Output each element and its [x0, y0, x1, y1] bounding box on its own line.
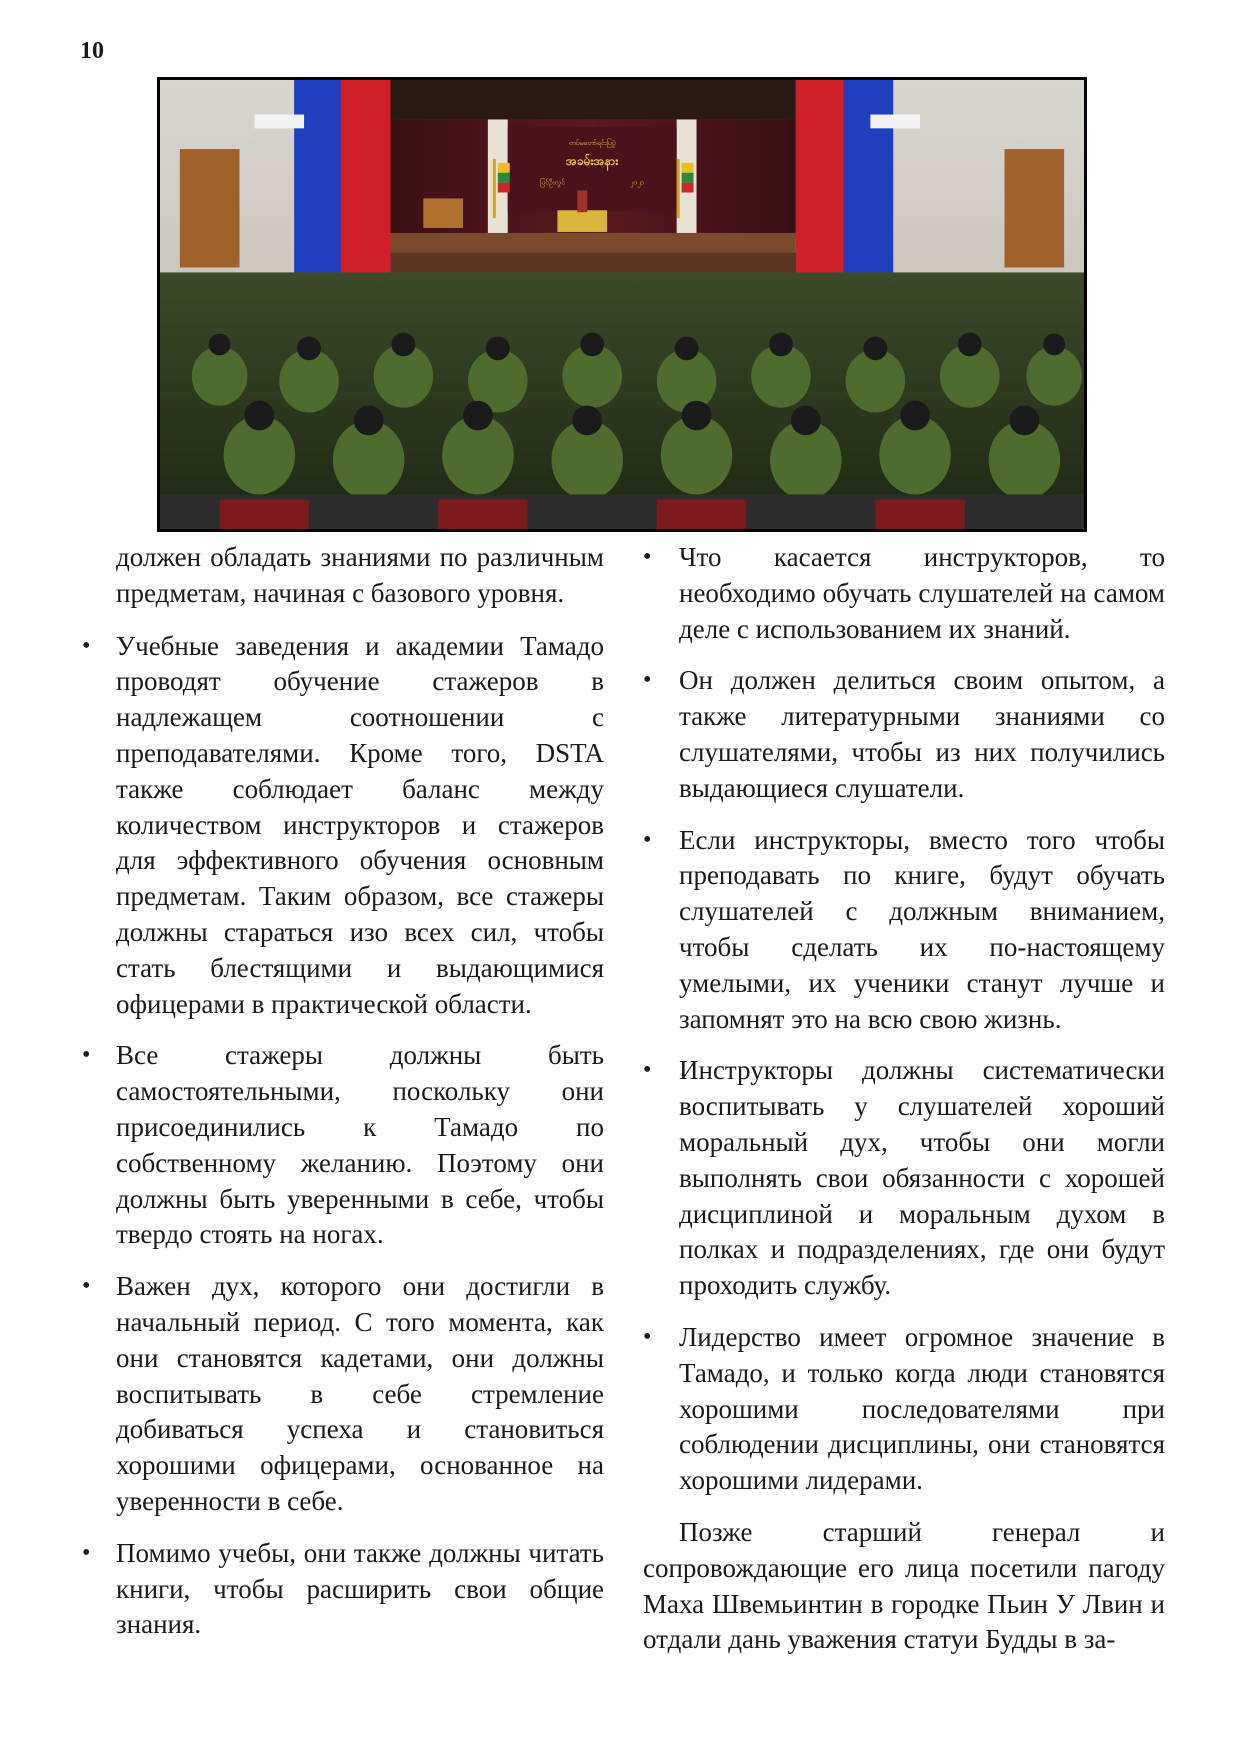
bullet-icon: •	[82, 1042, 91, 1069]
list-item	[82, 1269, 604, 1520]
banner-date: ၂၀၂၁	[629, 178, 645, 187]
bullet-icon: •	[643, 1323, 652, 1350]
right-column	[643, 540, 1165, 1675]
list-item-text: Важен дух, которого они достигли в начальный период. С того момента, как они становятся кадетами, они должны воспитывать в себе стремление добиваться успеха и становиться хорошими офицерами, основанное на уверенности в себе.	[116, 1271, 604, 1516]
list-item	[82, 629, 604, 1023]
list-item-text: Что касается инструкторов, то необходимо обучать слушателей на самом деле с использованием их знаний.	[679, 542, 1165, 644]
list-item-text: Учебные заведения и академии Тамадо проводят обучение стажеров в надлежащем соотношении с преподавателями. Кроме того, DSTA также соблюдает баланс между количеством инструкторов и стажеров для эффективного обучения основным предметам. Таким образом, все стажеры должны стараться изо всех сил, чтобы стать блестящими и выдающимися офицерами в практической области.	[116, 630, 604, 1019]
right-bullet-list	[643, 540, 1165, 1499]
list-item-text: Если инструкторы, вместо того чтобы преподавать по книге, будут обучать слушателей с должным вниманием, чтобы сделать их по-настоящему умелыми, их ученики станут лучше и запомнят это на всю свою жизнь.	[679, 824, 1165, 1034]
photo-assembly-hall	[157, 77, 1087, 532]
bullet-icon: •	[82, 1539, 91, 1566]
photo-illustration	[160, 80, 1084, 529]
list-item	[643, 1053, 1165, 1304]
banner-line-3: ပြင်ဦးလွင်	[539, 178, 565, 187]
list-item	[643, 1320, 1165, 1499]
left-intro-paragraph: должен обладать знаниями по различным предметам, начиная с базового уровня.	[116, 542, 604, 608]
bullet-icon: •	[82, 1273, 91, 1300]
list-item	[643, 540, 1165, 647]
bullet-icon: •	[82, 632, 91, 659]
closing-paragraph: Позже старший генерал и сопровождающие его лица посетили пагоду Маха Швемьинтин в городке Пьин У Лвин и отдали дань уважения статуи Будды в за-	[643, 1516, 1165, 1655]
list-item-text: Он должен делиться своим опытом, а также литературными знаниями со слушателями, чтобы из них получились выдающиеся слушатели.	[679, 665, 1165, 803]
list-item	[82, 1536, 604, 1643]
list-item	[82, 1038, 604, 1253]
bullet-icon: •	[643, 1057, 652, 1084]
banner-line-2: အခမ်းအနား	[565, 153, 619, 168]
list-item-text: Все стажеры должны быть самостоятельными, поскольку они присоединились к Тамадо по собственному желанию. Поэтому они должны быть уверенными в себе, чтобы твердо стоять на ногах.	[116, 1040, 604, 1250]
left-bullet-list	[82, 629, 604, 1644]
list-item	[643, 663, 1165, 806]
list-item	[643, 823, 1165, 1038]
list-item-text: Лидерство имеет огромное значение в Тамадо, и только когда люди становятся хорошими последователями при соблюдении дисциплины, они становятся хорошими лидерами.	[679, 1321, 1165, 1496]
bullet-icon: •	[643, 667, 652, 694]
banner-line-1: တပ်မတော်ရင်းပြပွဲ	[568, 139, 616, 148]
bullet-icon: •	[643, 544, 652, 570]
list-item-text: Инструкторы должны систематически воспитывать у слушателей хороший моральный дух, чтобы они могли выполнять свои обязанности с хорошей дисциплиной и моральным духом в полках и подразделениях, где они будут проходить службу.	[679, 1055, 1165, 1301]
bullet-icon: •	[643, 826, 652, 853]
list-item-text: Помимо учебы, они также должны читать книги, чтобы расширить свои общие знания.	[116, 1537, 604, 1640]
left-column	[82, 540, 604, 1659]
page-number: 10	[80, 38, 104, 64]
